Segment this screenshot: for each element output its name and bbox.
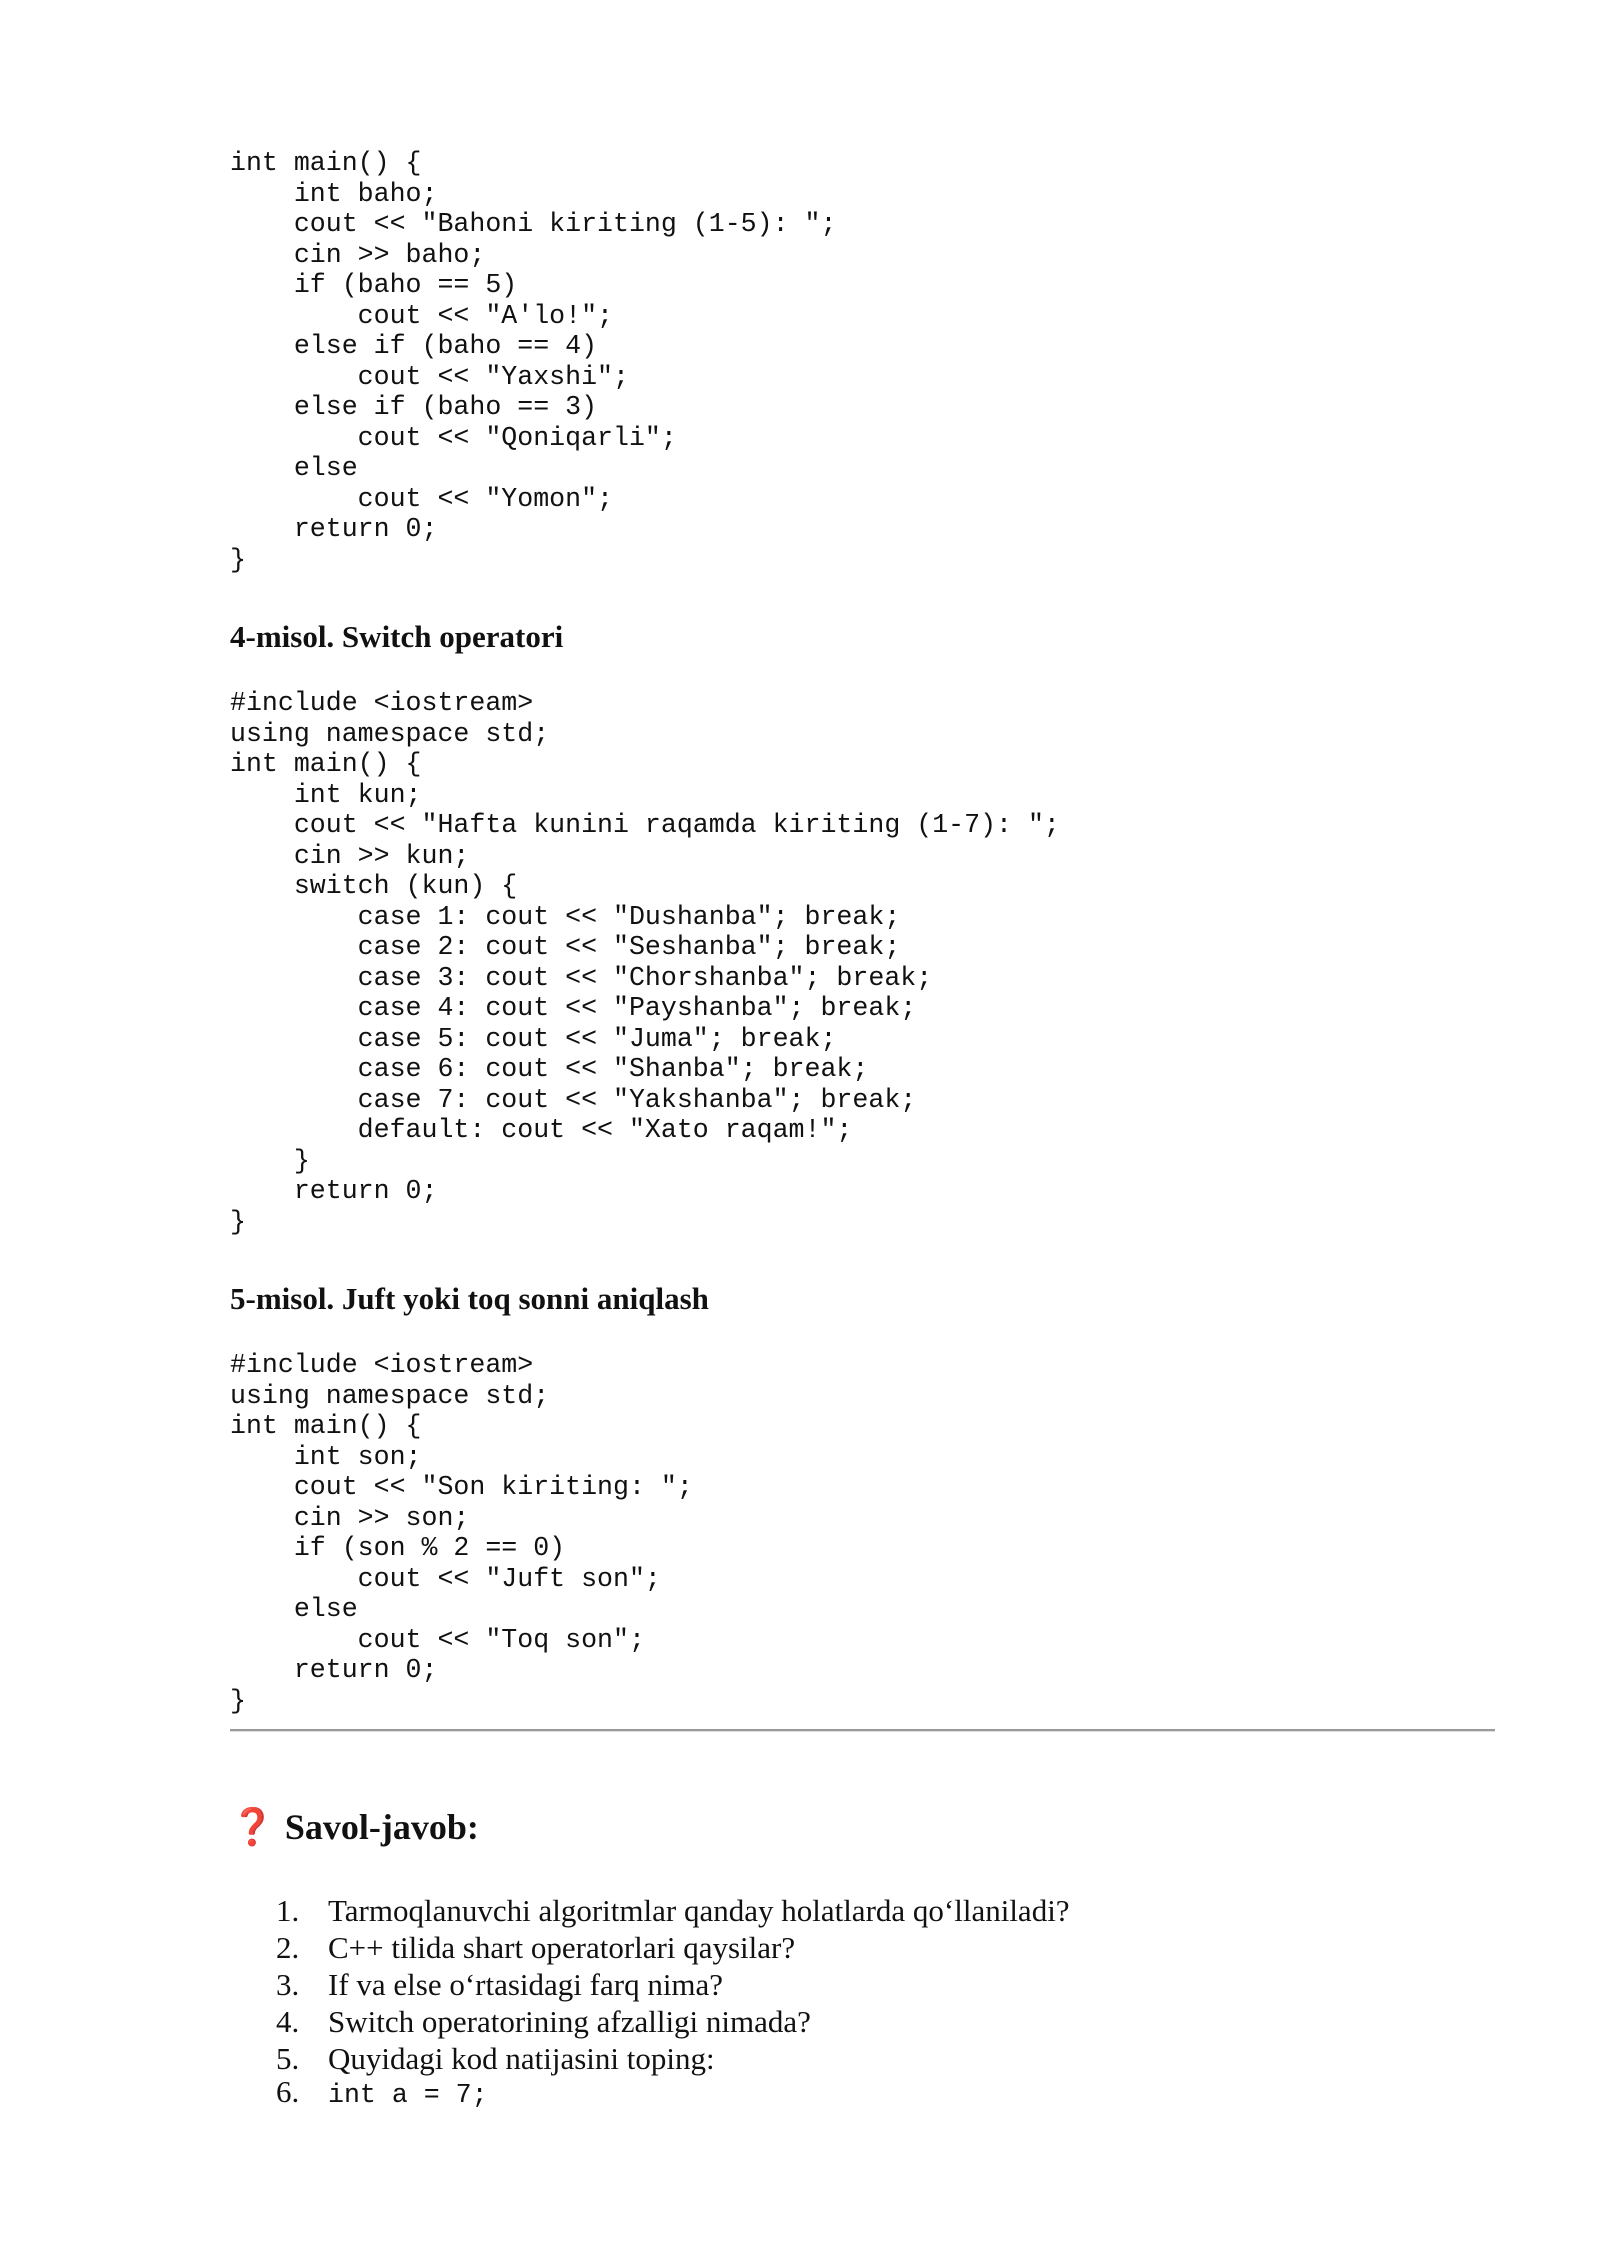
question-mark-icon: ❓ [230,1807,275,1847]
question-list [276,1892,1070,2110]
list-item: 6. int a = 7; [276,2074,488,2110]
list-item: 2. C++ tilida shart operatorlari qaysilar? [276,1930,796,1965]
example-5-heading: 5-misol. Juft yoki toq sonni aniqlash [230,1281,709,1316]
code-block-grade: int main() { int baho; cout << "Bahoni kiriting (1-5): "; cin >> baho; if (baho == 5) cout << "A'lo!"; else if (baho == 4) cout << "Yaxshi"; else if (baho == 3) cout << "Qoniqarli"; else cout << "Yomon"; return 0; } [230,148,837,575]
code-block-even-odd: #include <iostream> using namespace std; int main() { int son; cout << "Son kiriting: "; cin >> son; if (son % 2 == 0) cout << "Juft son"; else cout << "Toq son"; return 0; } [230,1350,693,1716]
code-block-switch: #include <iostream> using namespace std; int main() { int kun; cout << "Hafta kunini raqamda kiriting (1-7): "; cin >> kun; switch (kun) { case 1: cout << "Dushanba"; break; case 2: cout << "Seshanba"; break; case 3: cout << "Chorshanba"; break; case 4: cout << "Payshanba"; break; case 5: cout << "Juma"; break; case 6: cout << "Shanba"; break; case 7: cout << "Yakshanba"; break; default: cout << "Xato raqam!"; } return 0; } [230,688,1060,1237]
qa-heading [230,1806,479,1848]
qa-title: Savol-javob: [284,1807,479,1847]
list-item: 3. If va else o‘rtasidagi farq nima? [276,1967,724,2002]
example-4-heading: 4-misol. Switch operatori [230,619,564,654]
horizontal-divider [230,1729,1495,1732]
list-item: 4. Switch operatorining afzalligi nimada? [276,2004,811,2039]
list-item: 5. Quyidagi kod natijasini toping: [276,2041,715,2076]
list-item: 1. Tarmoqlanuvchi algoritmlar qanday holatlarda qo‘llaniladi? [276,1893,1070,1928]
